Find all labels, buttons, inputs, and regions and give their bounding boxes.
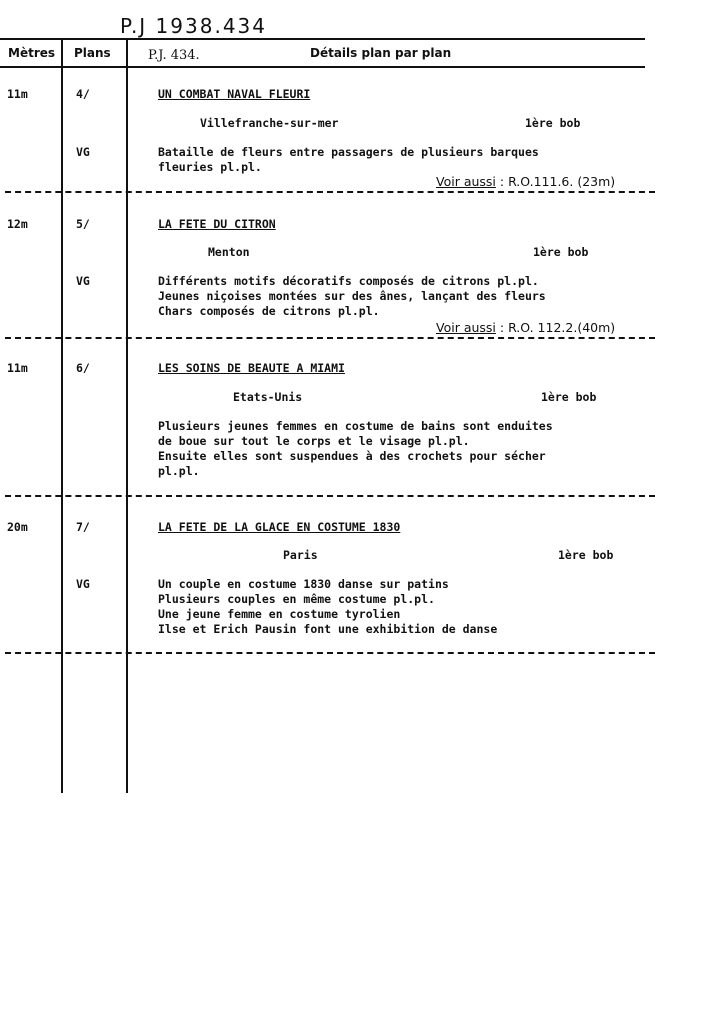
entry-title: LA FETE DE LA GLACE EN COSTUME 1830 [158,520,401,534]
entry-place: Menton [208,245,250,259]
entry-reel: 1ère bob [525,116,581,130]
see-also-reference [436,174,615,189]
entry-metres: 11m [7,87,28,101]
entry-line: Bataille de fleurs entre passagers de plusieurs barques [158,145,539,159]
entry-place: Paris [283,548,318,562]
entry-line: Un couple en costume 1830 danse sur patins [158,577,449,591]
column-rule-plans [126,38,128,793]
entry-line: Ilse et Erich Pausin font une exhibition de danse [158,622,498,636]
entry-line: Plusieurs couples en même costume pl.pl. [158,592,435,606]
entry-reel: 1ère bob [533,245,589,259]
entry-metres: 20m [7,520,28,534]
entry-plan: 7/ [76,520,90,534]
entry-line: Jeunes niçoises montées sur des ânes, lançant des fleurs [158,289,546,303]
header-bottom-rule [0,66,645,68]
entry-title: LES SOINS DE BEAUTE A MIAMI [158,361,345,375]
entry-type: VG [76,145,90,159]
header-plans: Plans [74,46,111,60]
handwritten-reference: P.J 1938.434 [120,14,267,38]
entry-line: Différents motifs décoratifs composés de citrons pl.pl. [158,274,539,288]
see-also-value: : R.O. 112.2.(40m) [495,320,616,335]
entry-title: LA FETE DU CITRON [158,217,276,231]
entry-line: de boue sur tout le corps et le visage pl.pl. [158,434,470,448]
entry-line: Chars composés de citrons pl.pl. [158,304,380,318]
see-also-value: : R.O.111.6. (23m) [495,174,616,189]
entry-line: fleuries pl.pl. [158,160,262,174]
entry-metres: 12m [7,217,28,231]
see-also-reference [436,320,615,335]
entry-line: pl.pl. [158,464,200,478]
entry-plan: 6/ [76,361,90,375]
entry-title: UN COMBAT NAVAL FLEURI [158,87,311,101]
entry-plan: 4/ [76,87,90,101]
header-metres: Mètres [8,46,56,60]
entry-separator [5,191,655,193]
entry-line: Une jeune femme en costume tyrolien [158,607,401,621]
entry-metres: 11m [7,361,28,375]
see-also-label: Voir aussi [436,320,496,335]
entry-place: Etats-Unis [233,390,303,404]
entry-separator [5,495,655,497]
entry-type: VG [76,577,90,591]
entry-separator [5,652,655,654]
entry-plan: 5/ [76,217,90,231]
entry-reel: 1ère bob [558,548,614,562]
header-top-rule [0,38,645,40]
see-also-label: Voir aussi [436,174,496,189]
header-details: Détails plan par plan [310,46,452,60]
column-rule-metres [61,38,63,793]
entry-type: VG [76,274,90,288]
entry-separator [5,337,655,339]
entry-line: Ensuite elles sont suspendues à des crochets pour sécher [158,449,546,463]
header-reference: P.J. 434. [148,48,200,63]
entry-line: Plusieurs jeunes femmes en costume de bains sont enduites [158,419,553,433]
entry-reel: 1ère bob [541,390,597,404]
entry-place: Villefranche-sur-mer [200,116,339,130]
